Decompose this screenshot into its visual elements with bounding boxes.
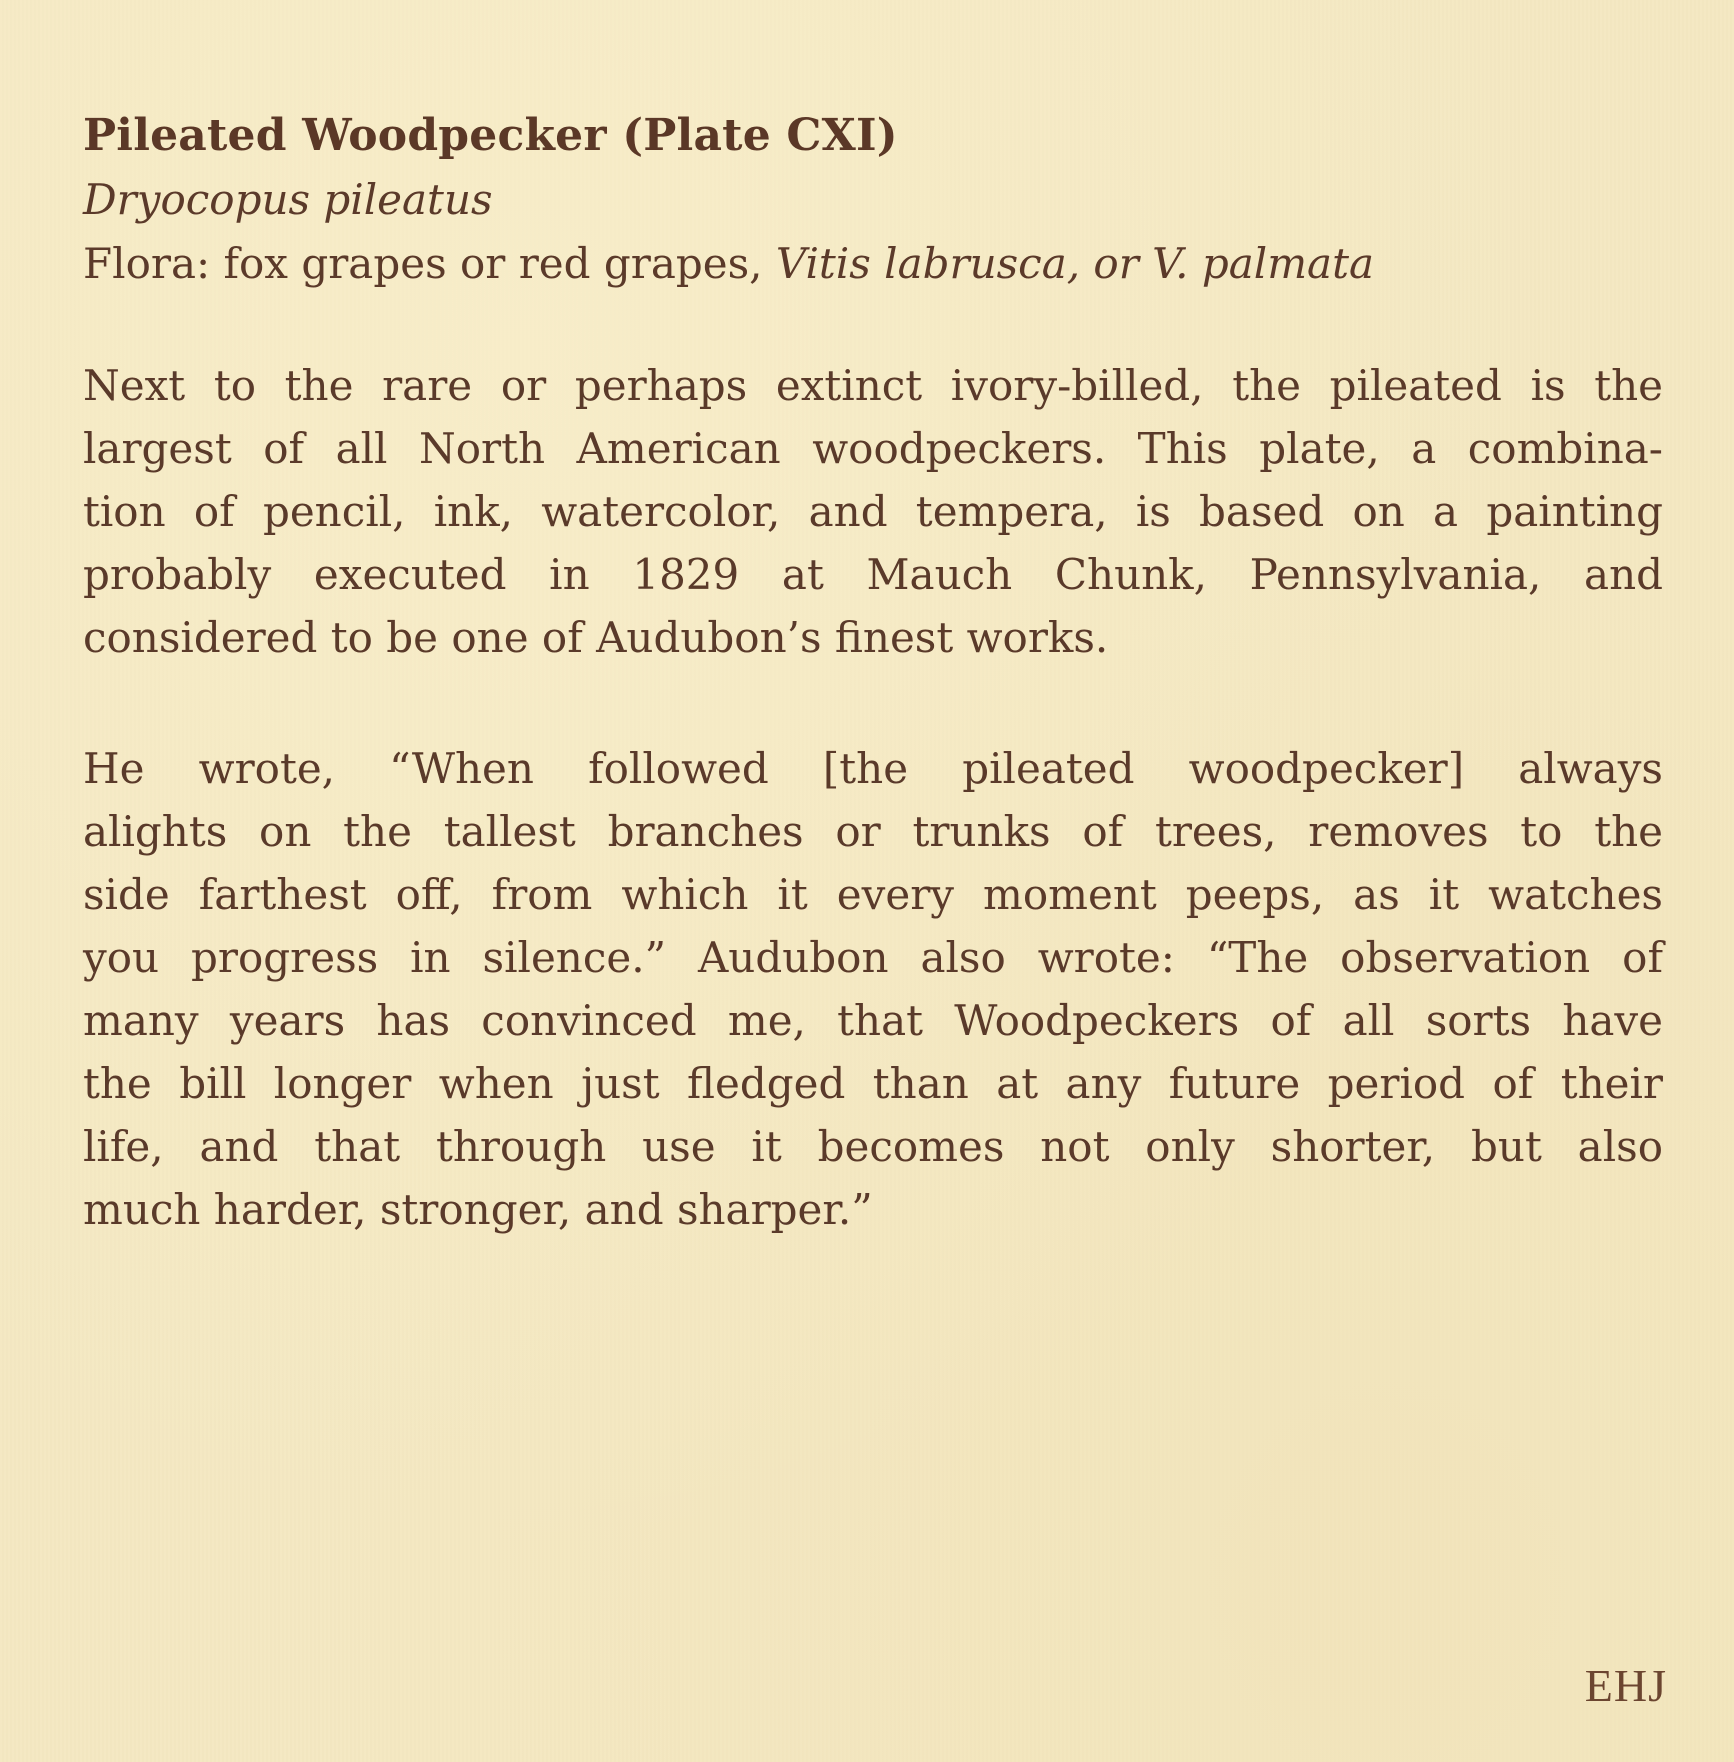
paragraph-line: considered to be one of Audubon’s finest works. <box>83 613 1109 662</box>
flora-latin-names: Vitis labrusca, or V. palmata <box>775 239 1374 288</box>
paragraph-line: life, and that through use it becomes not only shorter, but also <box>83 1122 1663 1171</box>
paragraph-line: probably executed in 1829 at Mauch Chunk, Pennsylvania, and <box>83 550 1663 599</box>
paragraph-line: Next to the rare or perhaps extinct ivory-billed, the pileated is the <box>83 361 1663 410</box>
paragraph-line: tion of pencil, ink, watercolor, and tempera, is based on a painting <box>83 487 1663 536</box>
description-paragraph <box>83 354 1663 669</box>
paragraph-line: much harder, stronger, and sharper.” <box>83 1185 873 1234</box>
paragraph-line: the bill longer when just fledged than at any future period of their <box>83 1059 1663 1108</box>
paragraph-line: many years has convinced me, that Woodpeckers of all sorts have <box>83 996 1663 1045</box>
label-header <box>83 104 1683 296</box>
scientific-name: Dryocopus pileatus <box>83 175 493 224</box>
paragraph-line: alights on the tallest branches or trunks of trees, removes to the <box>83 807 1663 856</box>
flora-common-names: Flora: fox grapes or red grapes, <box>83 239 776 288</box>
paragraph-line: you progress in silence.” Audubon also wrote: “The observation of <box>83 933 1663 982</box>
author-initials: EHJ <box>1584 1660 1667 1711</box>
paragraph-line: He wrote, “When followed [the pileated woodpecker] always <box>83 744 1663 793</box>
quotation-paragraph <box>83 737 1663 1241</box>
flora-line <box>83 232 1683 296</box>
plate-title: Pileated Woodpecker (Plate CXI) <box>83 110 898 161</box>
paragraph-line: side farthest off, from which it every moment peeps, as it watches <box>83 870 1663 919</box>
paragraph-line: largest of all North American woodpeckers. This plate, a combina- <box>83 424 1663 473</box>
